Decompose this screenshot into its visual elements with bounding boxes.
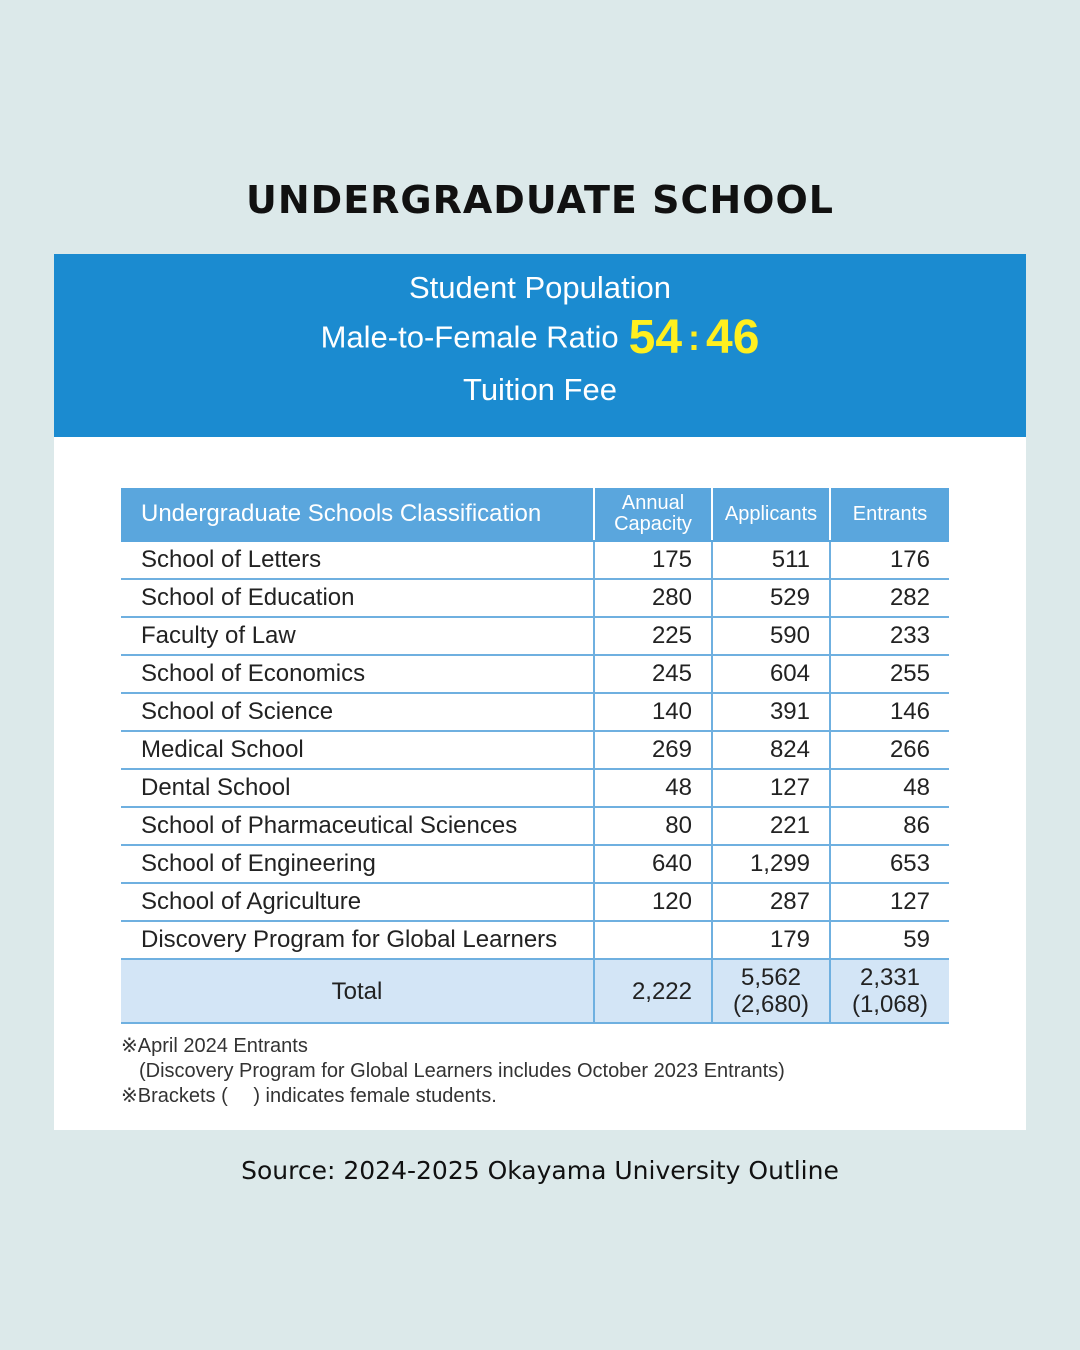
school-name: School of Letters bbox=[121, 541, 594, 579]
annual-capacity: 640 bbox=[594, 845, 712, 883]
entrants: 59 bbox=[830, 921, 949, 959]
school-name: Discovery Program for Global Learners bbox=[121, 921, 594, 959]
annual-capacity: 280 bbox=[594, 579, 712, 617]
table-row bbox=[121, 693, 949, 731]
applicants: 604 bbox=[712, 655, 830, 693]
total-label: Total bbox=[121, 959, 594, 1023]
table-row bbox=[121, 617, 949, 655]
header-applicants: Applicants bbox=[712, 488, 830, 541]
student-population-title: Student Population bbox=[409, 270, 671, 305]
ratio-female-value: 46 bbox=[706, 311, 760, 364]
note-entrants: ※April 2024 Entrants bbox=[121, 1035, 308, 1057]
entrants: 86 bbox=[830, 807, 949, 845]
ratio-male-value: 54 bbox=[628, 311, 683, 364]
annual-capacity: 120 bbox=[594, 883, 712, 921]
note-discovery-program: (Discovery Program for Global Learners includes October 2023 Entrants) bbox=[139, 1060, 785, 1082]
applicants: 221 bbox=[712, 807, 830, 845]
school-name: Medical School bbox=[121, 731, 594, 769]
total-entrants bbox=[830, 959, 949, 1023]
entrants: 127 bbox=[830, 883, 949, 921]
ratio-separator: : bbox=[688, 316, 701, 358]
total-applicants-female: (2,680) bbox=[732, 991, 810, 1018]
total-row bbox=[121, 959, 949, 1023]
annual-capacity bbox=[594, 921, 712, 959]
table-row bbox=[121, 921, 949, 959]
total-capacity: 2,222 bbox=[594, 959, 712, 1023]
school-name: School of Science bbox=[121, 693, 594, 731]
undergraduate-schools-table bbox=[121, 488, 949, 1024]
applicants: 511 bbox=[712, 541, 830, 579]
table-row bbox=[121, 807, 949, 845]
school-name: School of Pharmaceutical Sciences bbox=[121, 807, 594, 845]
table-row bbox=[121, 769, 949, 807]
entrants: 255 bbox=[830, 655, 949, 693]
school-name: Dental School bbox=[121, 769, 594, 807]
header-classification: Undergraduate Schools Classification bbox=[121, 488, 594, 541]
annual-capacity: 48 bbox=[594, 769, 712, 807]
applicants: 127 bbox=[712, 769, 830, 807]
table-row bbox=[121, 731, 949, 769]
school-name: Faculty of Law bbox=[121, 617, 594, 655]
info-card bbox=[54, 254, 1026, 1130]
table-notes bbox=[121, 1034, 981, 1109]
entrants: 653 bbox=[830, 845, 949, 883]
header-capacity-line2: Capacity bbox=[614, 513, 692, 535]
annual-capacity: 225 bbox=[594, 617, 712, 655]
applicants: 391 bbox=[712, 693, 830, 731]
school-name: School of Engineering bbox=[121, 845, 594, 883]
entrants: 282 bbox=[830, 579, 949, 617]
entrants: 176 bbox=[830, 541, 949, 579]
ratio-line bbox=[54, 310, 1026, 365]
entrants: 266 bbox=[830, 731, 949, 769]
table-row bbox=[121, 883, 949, 921]
applicants: 529 bbox=[712, 579, 830, 617]
school-name: School of Education bbox=[121, 579, 594, 617]
note-brackets: ※Brackets ( ) indicates female students. bbox=[121, 1085, 497, 1107]
total-applicants-value: 5,562 bbox=[740, 964, 802, 991]
table-row bbox=[121, 579, 949, 617]
table-row bbox=[121, 655, 949, 693]
entrants: 233 bbox=[830, 617, 949, 655]
entrants: 48 bbox=[830, 769, 949, 807]
annual-capacity: 245 bbox=[594, 655, 712, 693]
header-annual-capacity bbox=[594, 488, 712, 541]
annual-capacity: 80 bbox=[594, 807, 712, 845]
applicants: 1,299 bbox=[712, 845, 830, 883]
entrants: 146 bbox=[830, 693, 949, 731]
table-row bbox=[121, 541, 949, 579]
applicants: 824 bbox=[712, 731, 830, 769]
total-applicants bbox=[712, 959, 830, 1023]
header-capacity-line1: Annual bbox=[621, 492, 685, 514]
school-name: School of Agriculture bbox=[121, 883, 594, 921]
school-name: School of Economics bbox=[121, 655, 594, 693]
annual-capacity: 269 bbox=[594, 731, 712, 769]
tuition-fee-label: Tuition Fee bbox=[463, 372, 617, 407]
annual-capacity: 175 bbox=[594, 541, 712, 579]
annual-capacity: 140 bbox=[594, 693, 712, 731]
applicants: 179 bbox=[712, 921, 830, 959]
total-entrants-value: 2,331 bbox=[859, 964, 921, 991]
applicants: 590 bbox=[712, 617, 830, 655]
table-header-row bbox=[121, 488, 949, 541]
student-population-banner bbox=[54, 254, 1026, 437]
applicants: 287 bbox=[712, 883, 830, 921]
source-caption: Source: 2024-2025 Okayama University Outline bbox=[241, 1156, 839, 1185]
page-heading: UNDERGRADUATE SCHOOL bbox=[246, 178, 834, 222]
header-entrants: Entrants bbox=[830, 488, 949, 541]
table-row bbox=[121, 845, 949, 883]
total-entrants-female: (1,068) bbox=[851, 991, 929, 1018]
ratio-label: Male-to-Female Ratio bbox=[320, 319, 619, 355]
